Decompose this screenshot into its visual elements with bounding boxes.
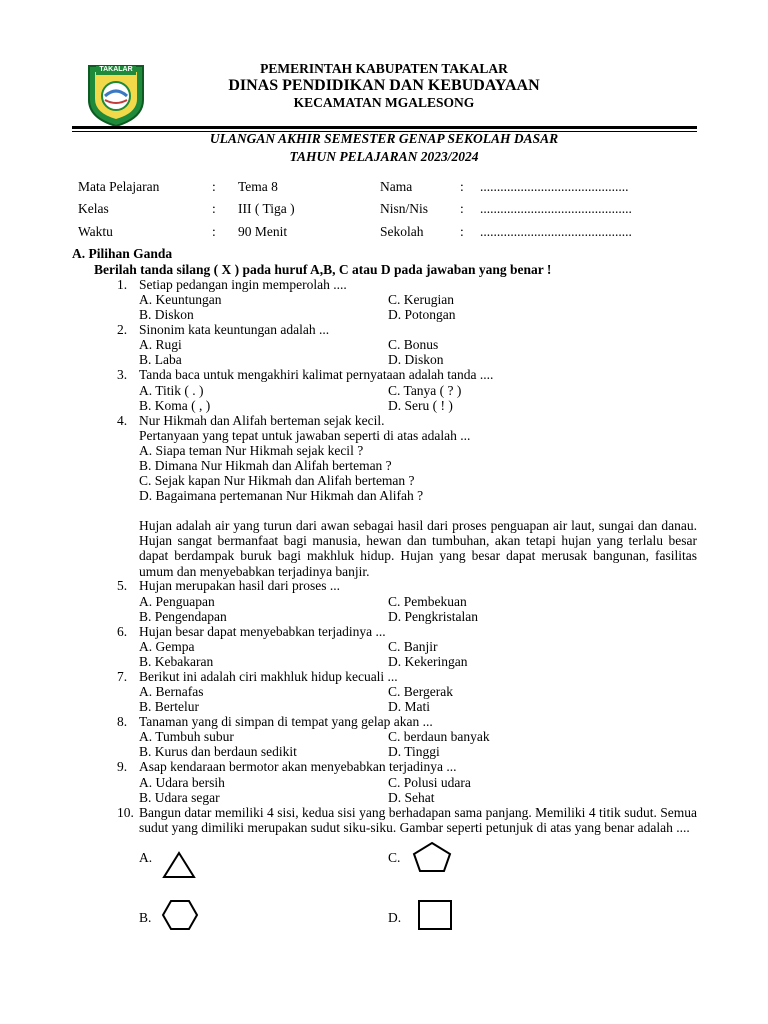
option-c[interactable]: C. berdaun banyak: [388, 729, 490, 744]
school-field[interactable]: .............................................: [480, 224, 632, 239]
option-d[interactable]: D. Sehat: [388, 790, 435, 805]
header-line-3: KECAMATAN MGALESONG: [293, 95, 475, 110]
question-number: 4.: [117, 413, 128, 428]
question-text: Nur Hikmah dan Alifah berteman sejak kecil.: [139, 413, 385, 428]
option-d[interactable]: D.: [388, 910, 402, 925]
name-label: Nama: [380, 179, 413, 194]
question-number: 10.: [117, 805, 134, 820]
colon: :: [212, 201, 216, 216]
option-c[interactable]: C. Bergerak: [388, 684, 453, 699]
question-text-2: Pertanyaan yang tepat untuk jawaban seperti di atas adalah ...: [139, 428, 471, 443]
question-number: 8.: [117, 714, 128, 729]
triangle-shape: [161, 850, 197, 880]
nisn-field[interactable]: .............................................: [480, 201, 632, 216]
time-label: Waktu: [78, 224, 113, 239]
option-b[interactable]: B. Kebakaran: [139, 654, 214, 669]
option-a[interactable]: A. Udara bersih: [139, 775, 225, 790]
option-d[interactable]: D. Seru ( ! ): [388, 398, 453, 413]
option-a[interactable]: A.: [139, 850, 153, 865]
option-d[interactable]: D. Mati: [388, 699, 430, 714]
option-c[interactable]: C. Sejak kapan Nur Hikmah dan Alifah berteman ?: [139, 473, 415, 488]
question-number: 5.: [117, 578, 128, 593]
option-b[interactable]: B. Pengendapan: [139, 609, 227, 624]
time-value: 90 Menit: [238, 224, 288, 239]
section-instruction: Berilah tanda silang ( X ) pada huruf A,B, C atau D pada jawaban yang benar !: [94, 262, 552, 277]
option-a[interactable]: A. Bernafas: [139, 684, 204, 699]
option-a[interactable]: A. Gempa: [139, 639, 195, 654]
option-b[interactable]: B. Udara segar: [139, 790, 220, 805]
subject-label: Mata Pelajaran: [78, 179, 160, 194]
question-number: 9.: [117, 759, 128, 774]
question-text: Tanaman yang di simpan di tempat yang gelap akan ...: [139, 714, 433, 729]
option-d[interactable]: D. Kekeringan: [388, 654, 468, 669]
option-b[interactable]: B. Bertelur: [139, 699, 199, 714]
option-c[interactable]: C. Banjir: [388, 639, 438, 654]
exam-title-2: TAHUN PELAJARAN 2023/2024: [289, 149, 479, 164]
section-heading: A. Pilihan Ganda: [72, 246, 173, 261]
question-text: Asap kendaraan bermotor akan menyebabkan terjadinya ...: [139, 759, 457, 774]
question-text: Setiap pedangan ingin memperolah ....: [139, 277, 347, 292]
header-line-1: PEMERINTAH KABUPATEN TAKALAR: [260, 61, 508, 76]
question-text: Hujan besar dapat menyebabkan terjadinya ...: [139, 624, 386, 639]
question-number: 3.: [117, 367, 128, 382]
option-a[interactable]: A. Keuntungan: [139, 292, 222, 307]
option-a[interactable]: A. Titik ( . ): [139, 383, 204, 398]
question-number: 7.: [117, 669, 128, 684]
question-number: 6.: [117, 624, 128, 639]
option-d[interactable]: D. Potongan: [388, 307, 456, 322]
option-d[interactable]: D. Pengkristalan: [388, 609, 478, 624]
option-c[interactable]: C. Kerugian: [388, 292, 454, 307]
header-line-2: DINAS PENDIDIKAN DAN KEBUDAYAAN: [228, 77, 540, 94]
option-c[interactable]: C. Pembekuan: [388, 594, 467, 609]
colon: :: [460, 201, 464, 216]
option-c[interactable]: C. Polusi udara: [388, 775, 471, 790]
reading-passage: Hujan adalah air yang turun dari awan sebagai hasil dari proses penguapan air laut, sungai dan danau. Hujan sangat bermanfaat bagi manusia, hewan dan tumbuhan, akan tetapi hujan yang terlalu besar dapat berdampak buruk bagi makhluk hidup. Hujan yang besar dapat merusak bangunan, fasilitas umum dan menyebabkan terjadinya banjir.: [139, 518, 697, 579]
square-shape: [417, 899, 453, 931]
option-b[interactable]: B. Koma ( , ): [139, 398, 211, 413]
school-label: Sekolah: [380, 224, 424, 239]
header-rule-thick: [72, 126, 697, 129]
question-number: 2.: [117, 322, 128, 337]
question-text: Berikut ini adalah ciri makhluk hidup kecuali ...: [139, 669, 398, 684]
colon: :: [212, 179, 216, 194]
option-a[interactable]: A. Tumbuh subur: [139, 729, 234, 744]
question-number: 1.: [117, 277, 128, 292]
subject-value: Tema 8: [238, 179, 278, 194]
class-label: Kelas: [78, 201, 109, 216]
option-b[interactable]: B. Laba: [139, 352, 182, 367]
option-c[interactable]: C. Bonus: [388, 337, 439, 352]
option-d[interactable]: D. Diskon: [388, 352, 444, 367]
nisn-label: Nisn/Nis: [380, 201, 429, 216]
exam-title-1: ULANGAN AKHIR SEMESTER GENAP SEKOLAH DASAR: [209, 131, 559, 146]
option-b[interactable]: B. Kurus dan berdaun sedikit: [139, 744, 297, 759]
option-d[interactable]: D. Bagaimana pertemanan Nur Hikmah dan Alifah ?: [139, 488, 424, 503]
question-text: Sinonim kata keuntungan adalah ...: [139, 322, 330, 337]
option-a[interactable]: A. Penguapan: [139, 594, 215, 609]
option-c[interactable]: C. Tanya ( ? ): [388, 383, 462, 398]
option-b[interactable]: B. Diskon: [139, 307, 194, 322]
hexagon-shape: [161, 899, 199, 931]
option-c[interactable]: C.: [388, 850, 401, 865]
logo-text: TAKALAR: [99, 66, 133, 73]
pentagon-shape: [411, 841, 453, 873]
option-b[interactable]: B. Dimana Nur Hikmah dan Alifah berteman ?: [139, 458, 392, 473]
colon: :: [460, 179, 464, 194]
question-text: Hujan merupakan hasil dari proses ...: [139, 578, 340, 593]
option-b[interactable]: B.: [139, 910, 152, 925]
class-value: III ( Tiga ): [238, 201, 295, 216]
colon: :: [212, 224, 216, 239]
option-a[interactable]: A. Rugi: [139, 337, 182, 352]
option-a[interactable]: A. Siapa teman Nur Hikmah sejak kecil ?: [139, 443, 364, 458]
name-field[interactable]: ............................................: [480, 179, 629, 194]
option-d[interactable]: D. Tinggi: [388, 744, 440, 759]
question-text: Bangun datar memiliki 4 sisi, kedua sisi yang berhadapan sama panjang. Memiliki 4 titik sudut. Semua sudut yang dimiliki merupakan sudut siku-siku. Gambar seperti petunjuk di atas yang benar adalah ....: [139, 805, 697, 836]
question-text: Tanda baca untuk mengakhiri kalimat pernyataan adalah tanda ....: [139, 367, 494, 382]
colon: :: [460, 224, 464, 239]
